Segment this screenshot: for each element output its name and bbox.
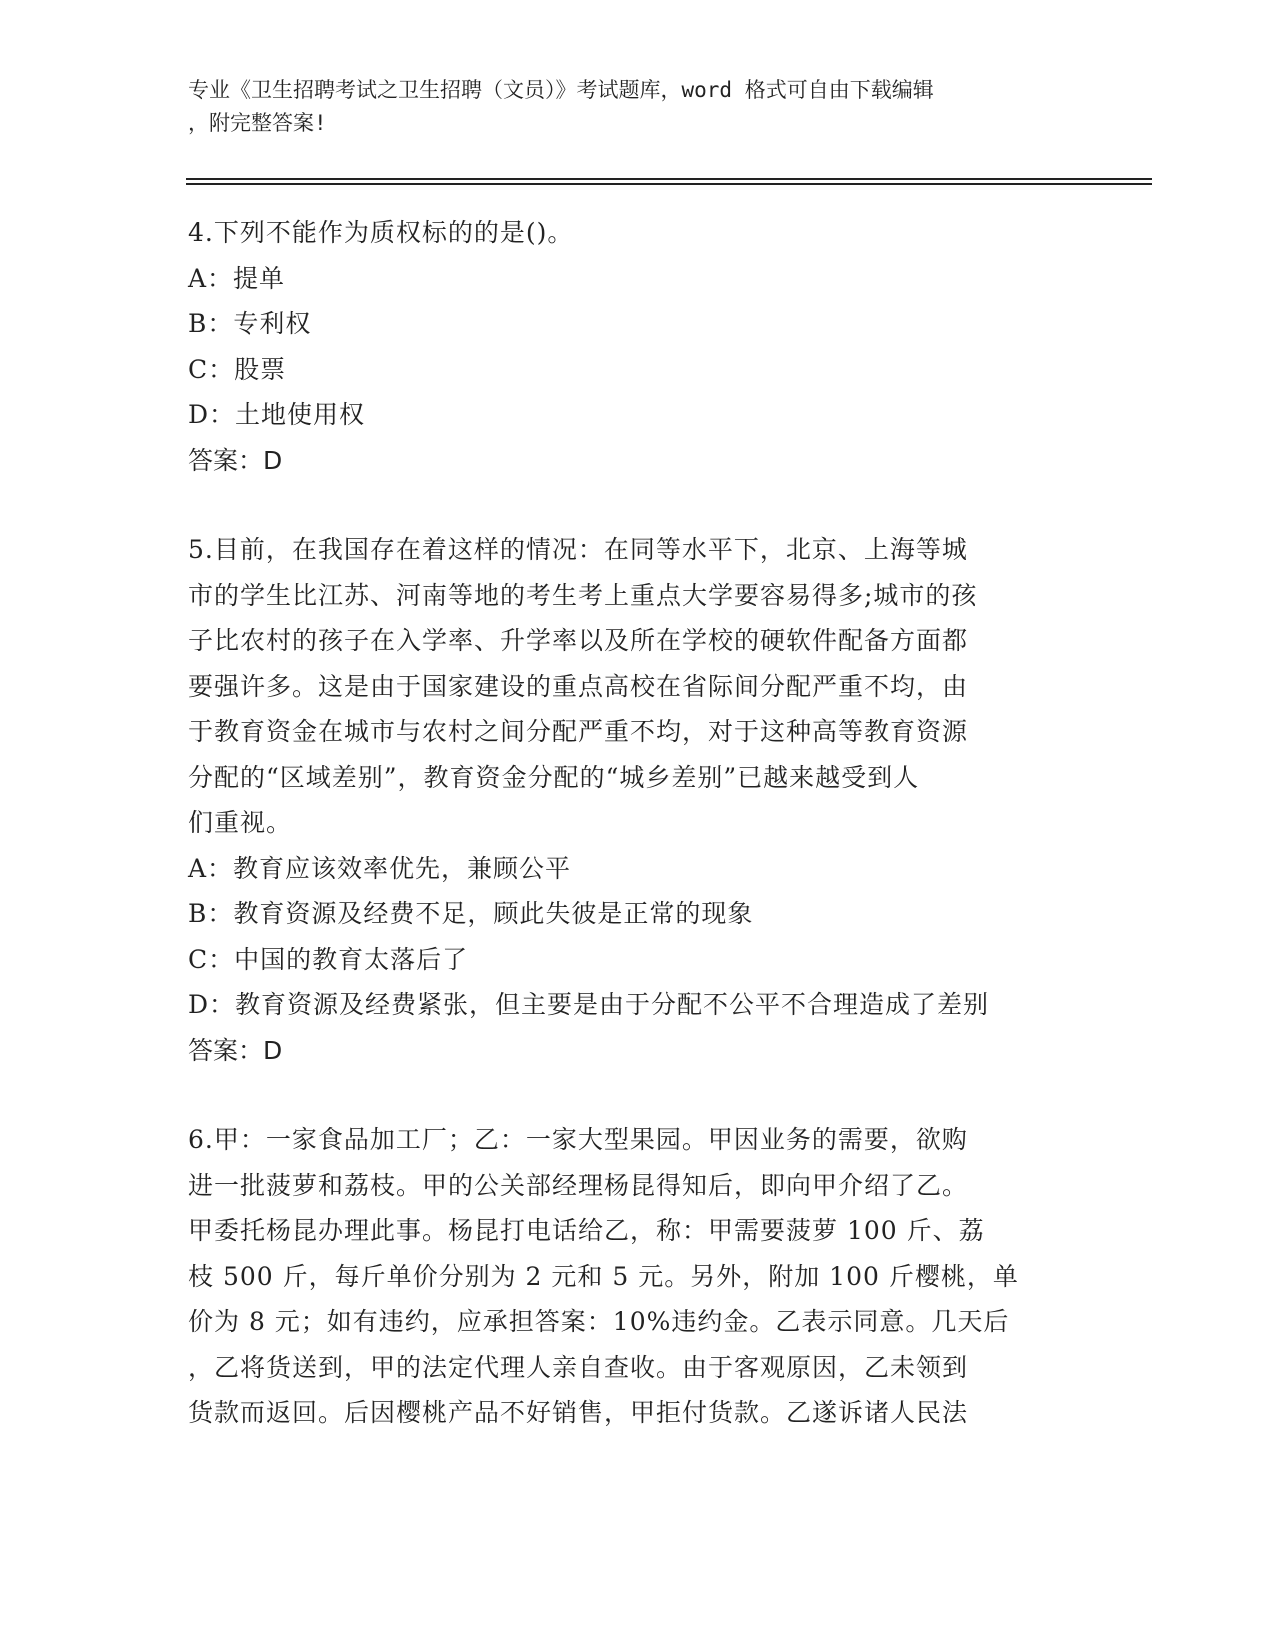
answer-label: 答案：D: [188, 445, 283, 475]
question-stem-line: 5.目前，在我国存在着这样的情况：在同等水平下，北京、上海等城: [188, 535, 968, 564]
option-c: C：股票: [188, 354, 287, 384]
question-4: [188, 210, 1088, 483]
question-stem-line: 分配的“区域差别”，教育资金分配的“城乡差别”已越来越受到人: [188, 762, 920, 792]
header-line-1: 专业《卫生招聘考试之卫生招聘（文员）》考试题库，word 格式可自由下载编辑: [188, 78, 934, 102]
question-stem-line: 市的学生比江苏、河南等地的考生考上重点大学要容易得多;城市的孩: [188, 580, 978, 610]
header-line-2: ，附完整答案!: [188, 111, 327, 135]
answer-label: 答案：D: [188, 1035, 283, 1065]
question-stem-line: 要强许多。这是由于国家建设的重点高校在省际间分配严重不均，由: [188, 671, 969, 701]
option-c: C：中国的教育太落后了: [188, 944, 469, 974]
question-stem-line: 甲委托杨昆办理此事。杨昆打电话给乙，称：甲需要菠萝 100 斤、荔: [188, 1216, 985, 1245]
question-stem-line: 4.下列不能作为质权标的的是()。: [188, 218, 574, 247]
question-5: [188, 527, 1088, 1073]
option-b: B：教育资源及经费不足，顾此失彼是正常的现象: [188, 899, 754, 928]
option-a: A：提单: [188, 263, 286, 293]
question-stem-line: 货款而返回。后因樱桃产品不好销售，甲拒付货款。乙遂诉诸人民法: [188, 1398, 969, 1427]
question-stem-line: 进一批菠萝和荔枝。甲的公关部经理杨昆得知后，即向甲介绍了乙。: [188, 1170, 969, 1200]
header-divider-top: [186, 178, 1152, 180]
question-stem-line: 于教育资金在城市与农村之间分配严重不均，对于这种高等教育资源: [188, 717, 969, 746]
question-stem-line: 价为 8 元；如有违约，应承担答案：10%违约金。乙表示同意。几天后: [188, 1307, 1010, 1336]
question-stem-line: 6.甲：一家食品加工厂；乙：一家大型果园。甲因业务的需要，欲购: [188, 1125, 968, 1154]
question-stem-line: 们重视。: [188, 808, 293, 837]
option-d: D：教育资源及经费紧张，但主要是由于分配不公平不合理造成了差别: [188, 990, 990, 1019]
option-d: D：土地使用权: [188, 400, 366, 429]
question-6: [188, 1117, 1088, 1436]
header-divider-bottom: [186, 183, 1152, 185]
question-stem-line: 子比农村的孩子在入学率、升学率以及所在学校的硬软件配备方面都: [188, 626, 969, 655]
question-stem-line: 枝 500 斤，每斤单价分别为 2 元和 5 元。另外，附加 100 斤樱桃，单: [188, 1261, 1019, 1291]
question-stem-line: ，乙将货送到，甲的法定代理人亲自查收。由于客观原因，乙未领到: [188, 1352, 969, 1382]
document-header: [188, 74, 1068, 140]
question-list: [188, 210, 1088, 1480]
option-b: B：专利权: [188, 309, 312, 338]
option-a: A：教育应该效率优先，兼顾公平: [188, 853, 572, 883]
